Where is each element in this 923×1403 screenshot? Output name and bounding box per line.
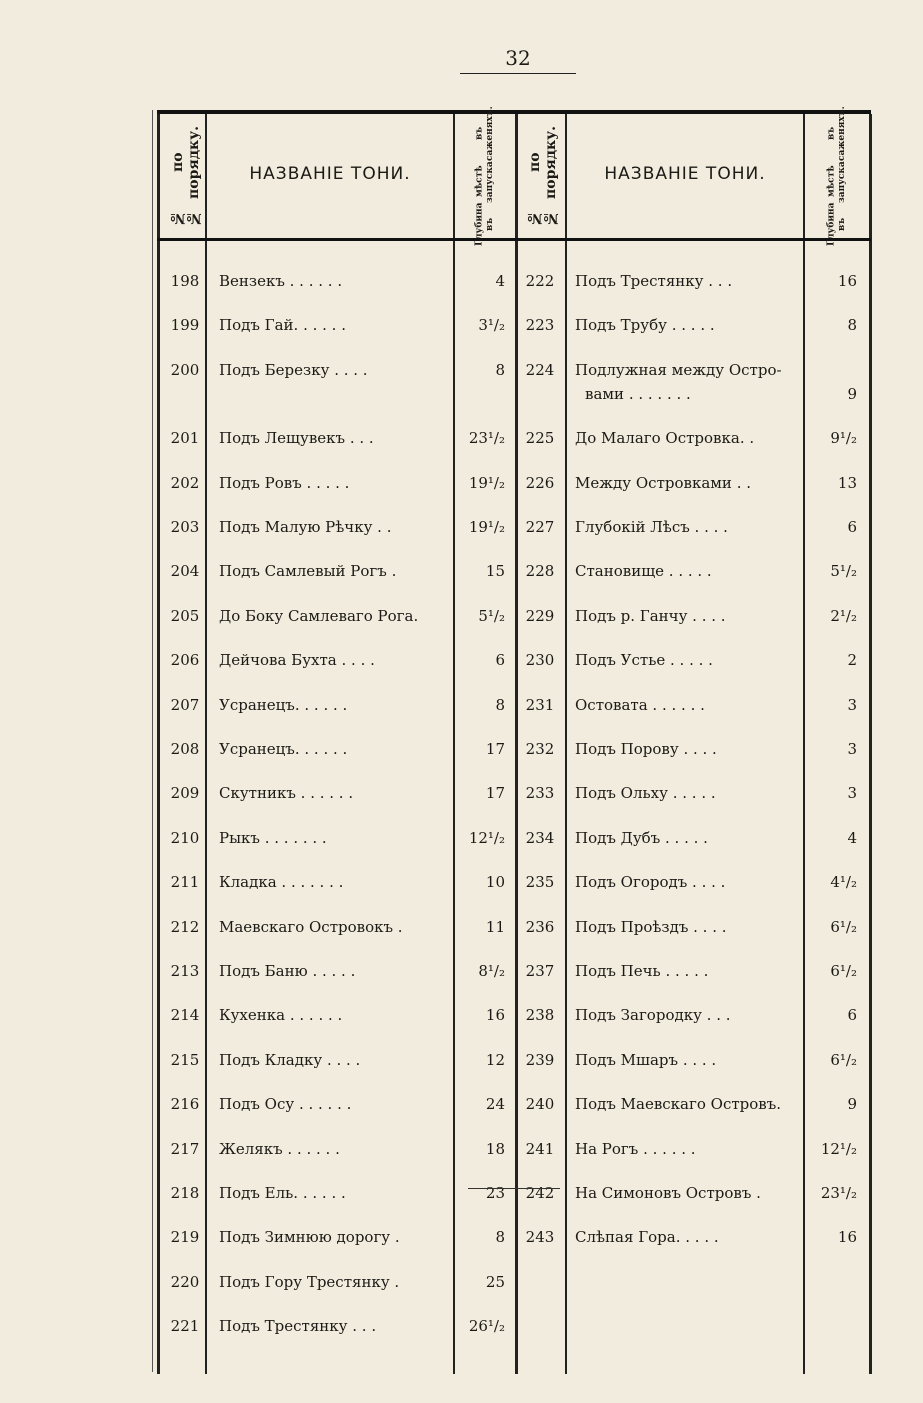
row-depth: 24 xyxy=(485,1095,505,1114)
table-row-right xyxy=(157,1093,871,1137)
row-name: Кладка . . . . . . . xyxy=(219,873,344,892)
row-depth: 16 xyxy=(485,1006,505,1025)
table-row-right xyxy=(157,1004,871,1048)
header-depth-right-line1: Глубина въ xyxy=(826,202,847,246)
row-depth: 4¹/₂ xyxy=(830,873,857,892)
row-name: Дейчова Бухта . . . . xyxy=(219,651,375,670)
row-depth: 8 xyxy=(495,360,505,379)
row-name: Подъ Проѣздъ . . . . xyxy=(575,917,727,936)
row-name: Маевскаго Островокъ . xyxy=(219,917,403,936)
row-depth: 6 xyxy=(847,1006,857,1025)
row-name: Глубокій Лѣсъ . . . . xyxy=(575,518,728,536)
row-depth: 26¹/₂ xyxy=(468,1317,505,1336)
row-number: 199 xyxy=(170,316,200,335)
header-num-right-symbol: №№ xyxy=(526,210,559,227)
row-name: Подъ Загородку . . . xyxy=(575,1006,731,1025)
header-depth-left-line1: Глубина въ xyxy=(474,202,495,246)
row-depth: 23 xyxy=(485,1184,505,1202)
row-name: Рыкъ . . . . . . . xyxy=(219,828,327,847)
row-name: Подъ Кладку . . . . xyxy=(219,1050,361,1069)
row-depth: 19¹/₂ xyxy=(468,518,505,536)
row-name: Между Островками . . xyxy=(575,473,751,492)
table-row-right xyxy=(157,359,871,403)
row-name: Становище . . . . . xyxy=(575,562,712,581)
row-name: Подъ Баню . . . . . xyxy=(219,962,356,980)
row-depth: 16 xyxy=(837,1228,857,1247)
row-depth: 19¹/₂ xyxy=(468,473,505,492)
row-number: 240 xyxy=(525,1095,555,1114)
depth-table xyxy=(157,106,871,1374)
header-name-right: НАЗВАНІЕ ТОНИ. xyxy=(604,164,766,184)
row-number: 229 xyxy=(525,606,555,625)
row-number: 214 xyxy=(170,1006,200,1025)
row-depth: 15 xyxy=(485,562,505,581)
row-number: 198 xyxy=(170,272,200,290)
row-depth: 23¹/₂ xyxy=(820,1184,857,1202)
table-row-right xyxy=(157,472,871,516)
table-row-right xyxy=(157,605,871,649)
row-depth: 17 xyxy=(485,784,505,803)
row-depth: 3 xyxy=(847,784,857,803)
row-number: 226 xyxy=(525,473,555,492)
row-name: Подъ Устье . . . . . xyxy=(575,651,713,670)
row-name: Вензекъ . . . . . . xyxy=(219,272,343,290)
row-name: На Рогъ . . . . . . xyxy=(575,1139,696,1158)
header-depth-right-line2: мѣстѣ запуска xyxy=(826,160,847,203)
page-number-rule xyxy=(460,73,576,74)
row-name: Подъ Осу . . . . . . xyxy=(219,1095,352,1114)
row-depth: 8 xyxy=(495,1228,505,1247)
header-rule xyxy=(157,238,871,241)
row-depth: 2 xyxy=(847,651,857,670)
row-number: 213 xyxy=(170,962,200,980)
header-depth-left-line3: въ саженяхъ. xyxy=(474,106,495,161)
table-left-edge xyxy=(152,110,153,1372)
row-number: 208 xyxy=(170,740,200,758)
row-depth: 3¹/₂ xyxy=(478,316,505,335)
row-number: 218 xyxy=(170,1184,200,1202)
row-depth: 6 xyxy=(495,651,505,670)
row-number: 201 xyxy=(170,429,200,448)
row-number: 217 xyxy=(170,1139,200,1158)
table-row-right xyxy=(157,1226,871,1270)
row-name: До Малаго Островка. . xyxy=(575,429,755,448)
table-row-left xyxy=(157,1315,871,1359)
row-depth: 12 xyxy=(485,1050,505,1069)
row-name: Подъ Печь . . . . . xyxy=(575,962,709,980)
row-depth: 12¹/₂ xyxy=(820,1139,857,1158)
row-number: 235 xyxy=(525,873,555,892)
row-depth: 8¹/₂ xyxy=(478,962,505,980)
row-name: Подъ Трубу . . . . . xyxy=(575,316,715,335)
table-row-left xyxy=(157,1271,871,1315)
row-name: Подлужная между Остро- xyxy=(575,360,782,379)
table-row-right xyxy=(157,871,871,915)
row-number: 211 xyxy=(170,873,200,892)
row-number: 230 xyxy=(525,651,555,670)
row-name: Подъ Дубъ . . . . . xyxy=(575,828,708,847)
row-name-continued: вами . . . . . . . xyxy=(585,384,691,403)
row-name: Подъ Ольху . . . . . xyxy=(575,784,716,803)
row-depth: 6 xyxy=(847,518,857,536)
row-name: До Боку Самлеваго Рога. xyxy=(219,606,419,625)
table-row-right xyxy=(157,270,871,314)
table-row-right xyxy=(157,782,871,826)
header-num-left xyxy=(169,120,203,232)
row-number: 232 xyxy=(525,740,555,758)
header-num-right xyxy=(523,120,563,232)
row-number: 209 xyxy=(170,784,200,803)
row-name: На Симоновъ Островъ . xyxy=(575,1184,761,1202)
row-name: Остовата . . . . . . xyxy=(575,695,705,714)
row-depth: 16 xyxy=(837,272,857,290)
row-number: 216 xyxy=(170,1095,200,1114)
table-row-right xyxy=(157,649,871,693)
row-depth: 4 xyxy=(495,272,505,290)
row-depth: 6¹/₂ xyxy=(830,962,857,980)
row-number: 200 xyxy=(170,360,200,379)
table-row-right xyxy=(157,1049,871,1093)
header-num-left-symbol: №№ xyxy=(169,210,202,227)
row-number: 223 xyxy=(525,316,555,335)
row-number: 215 xyxy=(170,1050,200,1069)
row-number: 237 xyxy=(525,962,555,980)
row-name: Подъ Огородъ . . . . xyxy=(575,873,726,892)
row-name: Подъ Ровъ . . . . . xyxy=(219,473,350,492)
header-depth-left xyxy=(457,106,513,246)
header-depth-left-line2: мѣстѣ запуска xyxy=(474,160,495,203)
table-row-right xyxy=(157,1138,871,1182)
row-depth: 17 xyxy=(485,740,505,758)
row-depth: 8 xyxy=(495,695,505,714)
row-number: 204 xyxy=(170,562,200,581)
row-name: Усранецъ. . . . . . xyxy=(219,695,348,714)
row-number: 242 xyxy=(525,1184,555,1202)
table-end-rule xyxy=(468,1188,560,1189)
page-number: 32 xyxy=(505,46,531,70)
header-num-left-text: по порядку. xyxy=(169,125,202,199)
row-depth: 11 xyxy=(485,917,505,936)
row-number: 233 xyxy=(525,784,555,803)
row-depth: 6¹/₂ xyxy=(830,917,857,936)
table-row-right xyxy=(157,960,871,1004)
row-depth: 6¹/₂ xyxy=(830,1050,857,1069)
row-name: Подъ Гай. . . . . . xyxy=(219,316,346,335)
row-depth: 3 xyxy=(847,695,857,714)
row-number: 205 xyxy=(170,606,200,625)
row-number: 239 xyxy=(525,1050,555,1069)
row-number: 210 xyxy=(170,828,200,847)
row-name: Подъ Зимнюю дорогу . xyxy=(219,1228,400,1247)
row-number: 206 xyxy=(170,651,200,670)
row-number: 228 xyxy=(525,562,555,581)
row-name: Подъ Гору Трестянку . xyxy=(219,1272,400,1291)
row-name: Скутникъ . . . . . . xyxy=(219,784,354,803)
row-depth: 4 xyxy=(847,828,857,847)
row-name: Подъ Ель. . . . . . xyxy=(219,1184,346,1202)
row-name: Подъ Лещувекъ . . . xyxy=(219,429,374,448)
row-number: 236 xyxy=(525,917,555,936)
table-row-right xyxy=(157,516,871,560)
row-name: Подъ Березку . . . . xyxy=(219,360,368,379)
row-name: Подъ Трестянку . . . xyxy=(575,272,733,290)
row-name: Подъ Маевскаго Островъ. xyxy=(575,1095,782,1114)
row-name: Слѣпая Гора. . . . . xyxy=(575,1228,719,1247)
row-depth: 13 xyxy=(837,473,857,492)
row-name: Подъ Малую Рѣчку . . xyxy=(219,518,392,536)
row-number: 212 xyxy=(170,917,200,936)
row-number: 207 xyxy=(170,695,200,714)
row-number: 243 xyxy=(525,1228,555,1247)
row-name: Подъ р. Ганчу . . . . xyxy=(575,606,726,625)
table-row-right xyxy=(157,738,871,782)
row-number: 227 xyxy=(525,518,555,536)
row-number: 202 xyxy=(170,473,200,492)
table-row-right xyxy=(157,694,871,738)
table-row-right xyxy=(157,560,871,604)
header-depth-right xyxy=(807,106,867,246)
row-depth: 8 xyxy=(847,316,857,335)
row-depth: 9¹/₂ xyxy=(830,429,857,448)
header-depth-right-line3: въ саженяхъ. xyxy=(826,106,847,161)
row-number: 220 xyxy=(170,1272,200,1291)
row-depth: 10 xyxy=(485,873,505,892)
row-name: Усранецъ. . . . . . xyxy=(219,740,348,758)
row-depth: 12¹/₂ xyxy=(468,828,505,847)
row-number: 219 xyxy=(170,1228,200,1247)
row-number: 224 xyxy=(525,360,555,379)
row-number: 241 xyxy=(525,1139,555,1158)
row-number: 225 xyxy=(525,429,555,448)
row-number: 222 xyxy=(525,272,555,290)
row-depth: 18 xyxy=(485,1139,505,1158)
header-num-right-text: по порядку. xyxy=(526,125,559,199)
row-depth: 23¹/₂ xyxy=(468,429,505,448)
row-number: 238 xyxy=(525,1006,555,1025)
row-depth: 2¹/₂ xyxy=(830,606,857,625)
row-depth: 9 xyxy=(847,384,857,403)
row-depth: 5¹/₂ xyxy=(830,562,857,581)
row-number: 234 xyxy=(525,828,555,847)
row-name: Подъ Мшаръ . . . . xyxy=(575,1050,717,1069)
row-number: 221 xyxy=(170,1317,200,1336)
row-depth: 5¹/₂ xyxy=(478,606,505,625)
row-name: Подъ Порову . . . . xyxy=(575,740,717,758)
row-name: Подъ Трестянку . . . xyxy=(219,1317,377,1336)
table-row-right xyxy=(157,314,871,358)
row-name: Подъ Самлевый Рогъ . xyxy=(219,562,397,581)
row-depth: 25 xyxy=(485,1272,505,1291)
row-depth: 9 xyxy=(847,1095,857,1114)
header-name-left: НАЗВАНІЕ ТОНИ. xyxy=(249,164,411,184)
table-row-right xyxy=(157,916,871,960)
row-depth: 3 xyxy=(847,740,857,758)
row-name: Желякъ . . . . . . xyxy=(219,1139,340,1158)
table-row-right xyxy=(157,427,871,471)
row-number: 203 xyxy=(170,518,200,536)
row-number: 231 xyxy=(525,695,555,714)
table-row-right xyxy=(157,827,871,871)
row-name: Кухенка . . . . . . xyxy=(219,1006,343,1025)
